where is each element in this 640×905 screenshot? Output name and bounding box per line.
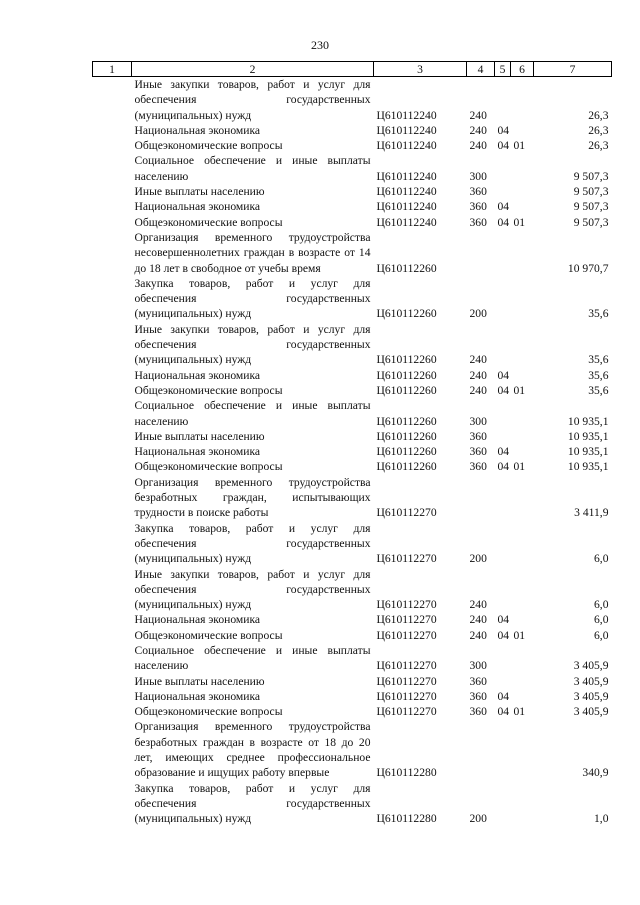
target-code: Ц610112270	[376, 674, 437, 688]
expense-type	[467, 475, 495, 521]
table-row	[93, 199, 612, 214]
section-code	[495, 153, 511, 184]
table-row	[93, 689, 612, 704]
blank-cell	[93, 643, 132, 674]
item-name: Организация временного трудоустройства безработных граждан, испытывающих трудности в поиске работы	[134, 475, 371, 520]
expense-type: 300	[469, 414, 487, 428]
item-name: Общеэкономические вопросы	[134, 215, 283, 229]
expense-type: 240	[469, 139, 487, 153]
table-row	[93, 521, 612, 567]
expense-type: 360	[469, 429, 487, 443]
section-code	[495, 429, 511, 444]
table-row	[93, 459, 612, 474]
table-row	[93, 567, 612, 613]
subsection-code	[511, 199, 534, 214]
section-code: 04	[497, 613, 510, 627]
target-code: Ц610112270	[376, 552, 437, 566]
table-row	[93, 628, 612, 643]
subsection-code	[511, 719, 534, 780]
expense-type	[467, 719, 495, 780]
subsection-code	[511, 276, 534, 322]
target-code: Ц610112260	[376, 460, 437, 474]
amount: 6,0	[594, 613, 609, 627]
target-code: Ц610112260	[376, 429, 437, 443]
subsection-code: 01	[513, 705, 526, 719]
subsection-code	[511, 153, 534, 184]
expense-type: 360	[469, 460, 487, 474]
amount: 35,6	[588, 368, 609, 382]
expense-type: 360	[469, 674, 487, 688]
blank-cell	[93, 215, 132, 230]
blank-cell	[93, 628, 132, 643]
expense-type: 200	[469, 552, 487, 566]
section-code: 04	[497, 383, 510, 397]
blank-cell	[93, 704, 132, 719]
blank-cell	[93, 77, 132, 123]
subsection-code	[511, 322, 534, 368]
column-header: 5	[495, 62, 511, 77]
section-code	[495, 674, 511, 689]
blank-cell	[93, 444, 132, 459]
subsection-code	[511, 521, 534, 567]
blank-cell	[93, 781, 132, 827]
section-code	[495, 643, 511, 674]
subsection-code	[511, 184, 534, 199]
expense-type: 240	[469, 383, 487, 397]
subsection-code	[511, 444, 534, 459]
blank-cell	[93, 475, 132, 521]
table-row	[93, 368, 612, 383]
target-code: Ц610112240	[376, 139, 437, 153]
target-code: Ц610112240	[376, 215, 437, 229]
target-code: Ц610112260	[376, 383, 437, 397]
subsection-code	[511, 674, 534, 689]
amount: 3 405,9	[573, 674, 609, 688]
section-code: 04	[497, 139, 510, 153]
amount: 340,9	[582, 766, 609, 780]
section-code	[495, 322, 511, 368]
item-name: Национальная экономика	[134, 200, 261, 214]
item-name: Социальное обеспечение и иные выплаты населению	[134, 643, 371, 673]
expense-type: 360	[469, 215, 487, 229]
blank-cell	[93, 398, 132, 429]
expense-type: 240	[469, 628, 487, 642]
column-number-header	[93, 62, 612, 77]
column-header: 7	[534, 62, 612, 77]
amount: 9 507,3	[573, 185, 609, 199]
expense-type: 240	[469, 368, 487, 382]
subsection-code	[511, 429, 534, 444]
section-code	[495, 781, 511, 827]
section-code	[495, 475, 511, 521]
section-code: 04	[497, 215, 510, 229]
table-row	[93, 383, 612, 398]
target-code: Ц610112260	[376, 368, 437, 382]
amount: 26,3	[588, 108, 609, 122]
expense-type: 200	[469, 307, 487, 321]
subsection-code: 01	[513, 215, 526, 229]
section-code	[495, 521, 511, 567]
amount: 3 411,9	[574, 506, 609, 520]
blank-cell	[93, 383, 132, 398]
section-code	[495, 398, 511, 429]
item-name: Социальное обеспечение и иные выплаты населению	[134, 154, 371, 183]
amount: 6,0	[594, 598, 609, 612]
subsection-code	[511, 567, 534, 613]
amount: 3 405,9	[573, 689, 609, 703]
blank-cell	[93, 459, 132, 474]
section-code: 04	[497, 628, 510, 642]
amount: 10 935,1	[567, 445, 609, 459]
subsection-code	[511, 612, 534, 627]
blank-cell	[93, 138, 132, 153]
subsection-code: 01	[513, 139, 526, 153]
table-row	[93, 123, 612, 138]
item-name: Иные закупки товаров, работ и услуг для обеспечения государственных (муниципальных) нужд	[134, 322, 371, 367]
blank-cell	[93, 368, 132, 383]
table-row	[93, 215, 612, 230]
section-code	[495, 719, 511, 780]
target-code: Ц610112240	[376, 123, 437, 137]
subsection-code	[511, 230, 534, 276]
target-code: Ц610112260	[376, 445, 437, 459]
target-code: Ц610112240	[376, 200, 437, 214]
amount: 10 935,1	[567, 460, 609, 474]
item-name: Национальная экономика	[134, 689, 261, 703]
item-name: Закупка товаров, работ и услуг для обеспечения государственных (муниципальных) нужд	[134, 276, 371, 321]
blank-cell	[93, 230, 132, 276]
table-row	[93, 719, 612, 780]
table-row	[93, 77, 612, 123]
item-name: Закупка товаров, работ и услуг для обеспечения государственных (муниципальных) нужд	[134, 521, 371, 566]
target-code: Ц610112270	[376, 506, 437, 520]
item-name: Иные выплаты населению	[134, 185, 265, 199]
column-header: 4	[467, 62, 495, 77]
target-code: Ц610112260	[376, 261, 437, 275]
subsection-code	[511, 689, 534, 704]
item-name: Организация временного трудоустройства безработных граждан в возрасте от 18 до 20 лет, имеющих среднее профессиональное образование и ищущих работу впервые	[134, 720, 371, 780]
table-row	[93, 612, 612, 627]
amount: 6,0	[594, 552, 609, 566]
blank-cell	[93, 719, 132, 780]
expense-type: 360	[469, 200, 487, 214]
item-name: Организация временного трудоустройства несовершеннолетних граждан в возрасте от 14 до 18 лет в свободное от учебы время	[134, 230, 371, 275]
target-code: Ц610112270	[376, 628, 437, 642]
section-code: 04	[497, 705, 510, 719]
item-name: Национальная экономика	[134, 445, 261, 459]
amount: 10 935,1	[567, 414, 609, 428]
table-row	[93, 398, 612, 429]
amount: 35,6	[588, 383, 609, 397]
table-row	[93, 429, 612, 444]
section-code: 04	[497, 460, 510, 474]
amount: 10 935,1	[567, 429, 609, 443]
blank-cell	[93, 429, 132, 444]
item-name: Общеэкономические вопросы	[134, 705, 283, 719]
table-row	[93, 230, 612, 276]
item-name: Общеэкономические вопросы	[134, 628, 283, 642]
section-code: 04	[497, 123, 510, 137]
item-name: Иные выплаты населению	[134, 429, 265, 443]
item-name: Иные выплаты населению	[134, 674, 265, 688]
target-code: Ц610112280	[376, 766, 437, 780]
table-row	[93, 781, 612, 827]
amount: 3 405,9	[573, 659, 609, 673]
table-row	[93, 322, 612, 368]
budget-table	[92, 61, 612, 827]
target-code: Ц610112240	[376, 108, 437, 122]
item-name: Общеэкономические вопросы	[134, 139, 283, 153]
page-number: 230	[311, 38, 329, 52]
expense-type: 360	[469, 185, 487, 199]
amount: 35,6	[588, 353, 609, 367]
blank-cell	[93, 199, 132, 214]
amount: 6,0	[594, 628, 609, 642]
subsection-code: 01	[513, 628, 526, 642]
section-code: 04	[497, 689, 510, 703]
blank-cell	[93, 153, 132, 184]
blank-cell	[93, 674, 132, 689]
item-name: Закупка товаров, работ и услуг для обеспечения государственных (муниципальных) нужд	[134, 781, 371, 826]
table-row	[93, 184, 612, 199]
table-row	[93, 704, 612, 719]
section-code	[495, 276, 511, 322]
amount: 3 405,9	[573, 705, 609, 719]
expense-type: 240	[469, 123, 487, 137]
target-code: Ц610112240	[376, 185, 437, 199]
subsection-code	[511, 475, 534, 521]
item-name: Социальное обеспечение и иные выплаты населению	[134, 399, 371, 428]
subsection-code	[511, 368, 534, 383]
expense-type: 240	[469, 598, 487, 612]
amount: 35,6	[588, 307, 609, 321]
column-header: 6	[511, 62, 534, 77]
column-header: 2	[132, 62, 374, 77]
table-row	[93, 276, 612, 322]
amount: 1,0	[594, 812, 609, 826]
table-row	[93, 444, 612, 459]
blank-cell	[93, 184, 132, 199]
item-name: Общеэкономические вопросы	[134, 460, 283, 474]
amount: 9 507,3	[573, 215, 609, 229]
target-code: Ц610112270	[376, 598, 437, 612]
amount: 9 507,3	[573, 200, 609, 214]
expense-type: 240	[469, 613, 487, 627]
expense-type: 360	[469, 445, 487, 459]
section-code	[495, 184, 511, 199]
expense-type: 360	[469, 689, 487, 703]
blank-cell	[93, 322, 132, 368]
item-name: Иные закупки товаров, работ и услуг для обеспечения государственных (муниципальных) нужд	[134, 567, 371, 612]
target-code: Ц610112270	[376, 705, 437, 719]
subsection-code: 01	[513, 460, 526, 474]
target-code: Ц610112260	[376, 307, 437, 321]
section-code: 04	[497, 200, 510, 214]
blank-cell	[93, 689, 132, 704]
column-header: 3	[374, 62, 467, 77]
expense-type: 300	[469, 659, 487, 673]
item-name: Общеэкономические вопросы	[134, 383, 283, 397]
section-code	[495, 230, 511, 276]
item-name: Национальная экономика	[134, 368, 261, 382]
item-name: Национальная экономика	[134, 123, 261, 137]
subsection-code	[511, 643, 534, 674]
subsection-code	[511, 77, 534, 123]
target-code: Ц610112270	[376, 613, 437, 627]
expense-type: 360	[469, 705, 487, 719]
amount: 26,3	[588, 123, 609, 137]
target-code: Ц610112270	[376, 689, 437, 703]
target-code: Ц610112260	[376, 414, 437, 428]
expense-type: 240	[469, 108, 487, 122]
amount: 9 507,3	[573, 169, 609, 183]
target-code: Ц610112280	[376, 812, 437, 826]
subsection-code	[511, 398, 534, 429]
section-code: 04	[497, 445, 510, 459]
subsection-code	[511, 123, 534, 138]
item-name: Иные закупки товаров, работ и услуг для обеспечения государственных (муниципальных) нужд	[134, 78, 371, 122]
table-row	[93, 138, 612, 153]
expense-type: 240	[469, 353, 487, 367]
table-row	[93, 153, 612, 184]
expense-type	[467, 230, 495, 276]
section-code: 04	[497, 368, 510, 382]
subsection-code: 01	[513, 383, 526, 397]
table-row	[93, 475, 612, 521]
target-code: Ц610112270	[376, 659, 437, 673]
section-code	[495, 77, 511, 123]
item-name: Национальная экономика	[134, 613, 261, 627]
amount: 26,3	[588, 139, 609, 153]
blank-cell	[93, 567, 132, 613]
table-row	[93, 643, 612, 674]
blank-cell	[93, 521, 132, 567]
blank-cell	[93, 276, 132, 322]
expense-type: 300	[469, 169, 487, 183]
table-row	[93, 674, 612, 689]
target-code: Ц610112260	[376, 353, 437, 367]
target-code: Ц610112240	[376, 169, 437, 183]
blank-cell	[93, 612, 132, 627]
amount: 10 970,7	[567, 261, 609, 275]
subsection-code	[511, 781, 534, 827]
section-code	[495, 567, 511, 613]
expense-type: 200	[469, 812, 487, 826]
column-header: 1	[93, 62, 132, 77]
blank-cell	[93, 123, 132, 138]
